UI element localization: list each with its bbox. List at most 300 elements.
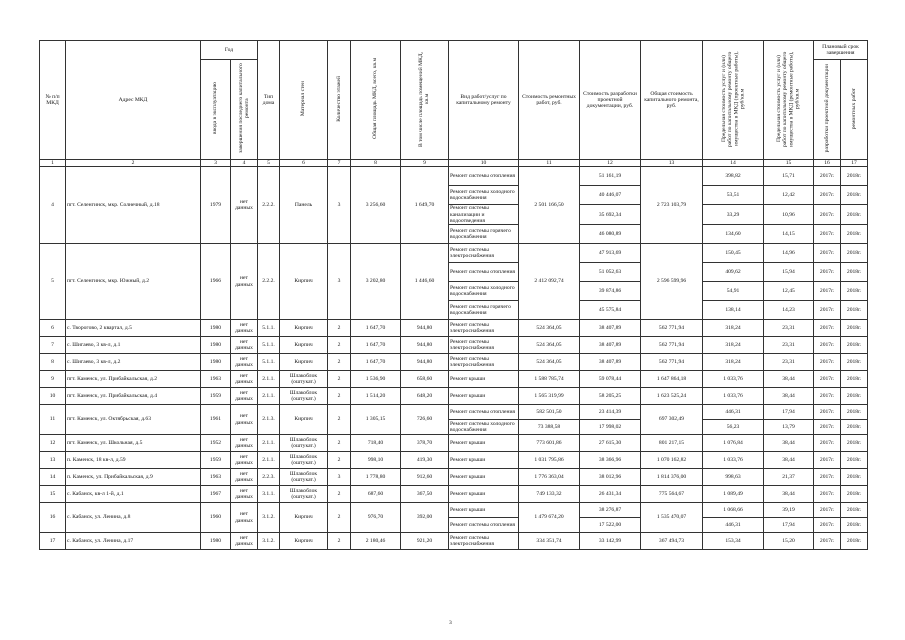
cell-limit-design: 318,24: [703, 320, 764, 337]
cell-limit-design: 1 033,76: [703, 388, 764, 405]
cell-work-type: Ремонт системы горячего водоснабжения: [449, 301, 519, 320]
cell-plan-repair: 2018г.: [841, 452, 868, 469]
cell-repair-cost: 773 601,86: [519, 435, 580, 452]
cell-house-type: 3.1.2.: [258, 533, 280, 550]
cell-address: пгт. Каменск, ул. Прибайкальская, д.4: [66, 388, 201, 405]
cell-design-cost: 38 407,89: [580, 337, 641, 354]
cell-address: пгт. Селенгинск, мкр. Солнечный, д.18: [66, 167, 201, 244]
column-number: 4: [231, 160, 258, 167]
cell-house-type: 2.1.1.: [258, 452, 280, 469]
column-number: 16: [814, 160, 841, 167]
cell-floors: 2: [328, 503, 351, 533]
cell-plan-repair: 2018г.: [841, 205, 868, 225]
cell-house-type: 3.1.1.: [258, 486, 280, 503]
cell-floors: 2: [328, 388, 351, 405]
cell-design-cost: 35 692,34: [580, 205, 641, 225]
cell-material: Кирпич: [280, 320, 328, 337]
cell-material: Шлакоблок (оштукат.): [280, 469, 328, 486]
cell-work-type: Ремонт крыши: [449, 486, 519, 503]
cell-address: с. Творогово, 2 квартал, д.5: [66, 320, 201, 337]
header-residential-area: В том числе площадь помещений МКД, кв.м: [401, 41, 449, 160]
cell-repair-cost: 524 364,05: [519, 337, 580, 354]
cell-design-cost: 51 052,63: [580, 263, 641, 282]
cell-work-type: Ремонт системы холодного водоснабжения: [449, 186, 519, 205]
cell-plan-repair: 2018г.: [841, 282, 868, 301]
cell-house-type: 2.2.2.: [258, 244, 280, 320]
cell-plan-repair: 2018г.: [841, 244, 868, 263]
page-number: 3: [449, 620, 452, 626]
cell-design-cost: 51 161,19: [580, 167, 641, 186]
cell-no: 9: [40, 371, 66, 388]
cell-repair-cost: 2 412 092,74: [519, 244, 580, 320]
cell-residential-area: 944,80: [401, 354, 449, 371]
cell-design-cost: 38 366,96: [580, 452, 641, 469]
cell-limit-repair: 23,31: [764, 354, 814, 371]
cell-total-cost: 775 564,67: [641, 486, 703, 503]
cell-design-cost: 38 012,96: [580, 469, 641, 486]
cell-design-cost: 23 414,39: [580, 405, 641, 420]
cell-total-area: 1 778,80: [351, 469, 401, 486]
cell-no: 13: [40, 452, 66, 469]
cell-design-cost: 59 078,44: [580, 371, 641, 388]
header-work-type: Вид работ/услуг по капитальному ремонту: [449, 41, 519, 160]
header-address: Адрес МКД: [66, 41, 201, 160]
cell-material: Кирпич: [280, 244, 328, 320]
table-row: [40, 388, 868, 405]
cell-plan-design: 2017г.: [814, 371, 841, 388]
cell-plan-design: 2017г.: [814, 282, 841, 301]
cell-total-cost: 1 814 376,00: [641, 469, 703, 486]
cell-total-cost: 697 302,49: [641, 405, 703, 435]
cell-residential-area: 1 446,60: [401, 244, 449, 320]
cell-floors: 2: [328, 337, 351, 354]
table-row: [40, 469, 868, 486]
cell-address: пгт. Селенгинск, мкр. Южный, д.2: [66, 244, 201, 320]
cell-year: 1980: [201, 533, 231, 550]
cell-limit-repair: 38,44: [764, 452, 814, 469]
cell-repair-cost: 524 364,05: [519, 354, 580, 371]
cell-total-cost: 1 070 162,82: [641, 452, 703, 469]
cell-total-area: 998,10: [351, 452, 401, 469]
cell-limit-design: 54,91: [703, 282, 764, 301]
header-total-area: Общая площадь МКД, всего, кв.м: [351, 41, 401, 160]
cell-address: пгт. Каменск, ул. Школьная, д.5: [66, 435, 201, 452]
cell-house-type: 5.1.1.: [258, 337, 280, 354]
cell-plan-repair: 2018г.: [841, 337, 868, 354]
cell-year: 1961: [201, 405, 231, 435]
cell-repair-cost: 1 565 319,99: [519, 388, 580, 405]
cell-plan-repair: 2018г.: [841, 533, 868, 550]
cell-limit-design: 1 076,84: [703, 435, 764, 452]
cell-residential-area: 944,80: [401, 320, 449, 337]
header-house-type: Тип дома: [258, 41, 280, 160]
cell-plan-design: 2017г.: [814, 225, 841, 244]
cell-last-repair: нет данных: [231, 371, 258, 388]
cell-material: Кирпич: [280, 354, 328, 371]
cell-no: 6: [40, 320, 66, 337]
cell-plan-repair: 2018г.: [841, 503, 868, 518]
table-row: [40, 533, 868, 550]
cell-total-area: 1 536,90: [351, 371, 401, 388]
cell-no: 14: [40, 469, 66, 486]
cell-limit-repair: 14,23: [764, 301, 814, 320]
cell-total-cost: 1 623 525,24: [641, 388, 703, 405]
cell-floors: 2: [328, 354, 351, 371]
cell-no: 4: [40, 167, 66, 244]
cell-plan-repair: 2018г.: [841, 486, 868, 503]
cell-work-type: Ремонт системы отопления: [449, 167, 519, 186]
cell-work-type: Ремонт крыши: [449, 452, 519, 469]
cell-residential-area: 419,30: [401, 452, 449, 469]
cell-design-cost: 38 407,89: [580, 320, 641, 337]
cell-limit-repair: 12,45: [764, 282, 814, 301]
cell-address: с. Шигаево, 3 кв-л, д.1: [66, 337, 201, 354]
cell-no: 7: [40, 337, 66, 354]
cell-plan-repair: 2018г.: [841, 469, 868, 486]
cell-repair-cost: 1 479 674,20: [519, 503, 580, 533]
cell-house-type: 3.1.2.: [258, 503, 280, 533]
cell-limit-design: 33,29: [703, 205, 764, 225]
cell-address: с. Кабанск, ул. Ленина, д.8: [66, 503, 201, 533]
column-number: 10: [449, 160, 519, 167]
cell-year: 1980: [201, 337, 231, 354]
table-row: [40, 486, 868, 503]
cell-limit-repair: 38,44: [764, 388, 814, 405]
column-numbers-row: [40, 160, 868, 167]
cell-plan-design: 2017г.: [814, 337, 841, 354]
cell-repair-cost: 334 351,74: [519, 533, 580, 550]
cell-design-cost: 17 998,02: [580, 420, 641, 435]
table-row: [40, 167, 868, 186]
header-year-last-repair: завершения последнего капитального ремонта: [231, 60, 258, 160]
column-number: 1: [40, 160, 66, 167]
cell-residential-area: 1 649,70: [401, 167, 449, 244]
cell-last-repair: нет данных: [231, 354, 258, 371]
cell-year: 1979: [201, 167, 231, 244]
cell-no: 12: [40, 435, 66, 452]
cell-last-repair: нет данных: [231, 244, 258, 320]
cell-no: 8: [40, 354, 66, 371]
cell-no: 15: [40, 486, 66, 503]
cell-limit-design: 53,51: [703, 186, 764, 205]
cell-house-type: 2.2.2.: [258, 167, 280, 244]
cell-total-cost: 801 217,15: [641, 435, 703, 452]
cell-material: Шлакоблок (оштукат.): [280, 388, 328, 405]
cell-total-area: 3 256,60: [351, 167, 401, 244]
header-total-cost: Общая стоимость капитального ремонта, руб.: [641, 41, 703, 160]
cell-last-repair: нет данных: [231, 452, 258, 469]
cell-limit-design: 56,23: [703, 420, 764, 435]
column-number: 5: [258, 160, 280, 167]
cell-work-type: Ремонт системы отопления: [449, 263, 519, 282]
cell-last-repair: нет данных: [231, 167, 258, 244]
cell-repair-cost: 73 388,58: [519, 420, 580, 435]
cell-residential-area: 921,20: [401, 533, 449, 550]
table-body: [40, 167, 868, 550]
cell-no: 5: [40, 244, 66, 320]
cell-limit-design: 318,24: [703, 337, 764, 354]
cell-repair-cost: 1 031 795,86: [519, 452, 580, 469]
table-row: [40, 244, 868, 263]
cell-limit-design: 138,14: [703, 301, 764, 320]
cell-design-cost: 46 080,89: [580, 225, 641, 244]
column-number: 6: [280, 160, 328, 167]
cell-floors: 2: [328, 405, 351, 435]
cell-total-area: 3 202,80: [351, 244, 401, 320]
cell-limit-repair: 23,31: [764, 320, 814, 337]
cell-year: 1959: [201, 388, 231, 405]
cell-work-type: Ремонт системы холодного водоснабжения: [449, 282, 519, 301]
table-row: [40, 320, 868, 337]
cell-house-type: 2.1.1.: [258, 435, 280, 452]
cell-no: 16: [40, 503, 66, 533]
cell-total-area: 1 647,70: [351, 320, 401, 337]
cell-plan-design: 2017г.: [814, 205, 841, 225]
cell-year: 1959: [201, 452, 231, 469]
cell-limit-repair: 12,42: [764, 186, 814, 205]
cell-total-area: 1 647,70: [351, 337, 401, 354]
cell-design-cost: 47 913,69: [580, 244, 641, 263]
cell-material: Панель: [280, 167, 328, 244]
cell-design-cost: 39 874,86: [580, 282, 641, 301]
cell-limit-design: 398,82: [703, 167, 764, 186]
cell-limit-repair: 14,96: [764, 244, 814, 263]
cell-limit-repair: 38,44: [764, 435, 814, 452]
cell-work-type: Ремонт системы холодного водоснабжения: [449, 420, 519, 435]
cell-year: 1966: [201, 244, 231, 320]
cell-limit-repair: 13,79: [764, 420, 814, 435]
cell-work-type: Ремонт системы электроснабжения: [449, 354, 519, 371]
header-no: № п/п МКД: [40, 41, 66, 160]
cell-total-cost: 1 647 864,18: [641, 371, 703, 388]
cell-material: Шлакоблок (оштукат.): [280, 486, 328, 503]
cell-work-type: Ремонт системы электроснабжения: [449, 320, 519, 337]
cell-design-cost: 38 276,87: [580, 503, 641, 518]
cell-total-cost: 562 771,94: [641, 354, 703, 371]
cell-plan-repair: 2018г.: [841, 301, 868, 320]
cell-limit-design: 153,34: [703, 533, 764, 550]
table-row: [40, 435, 868, 452]
cell-plan-repair: 2018г.: [841, 263, 868, 282]
cell-address: пгт. Каменск, ул. Прибайкальская, д.2: [66, 371, 201, 388]
cell-house-type: 5.1.1.: [258, 354, 280, 371]
cell-design-cost: 17 522,00: [580, 518, 641, 533]
cell-repair-cost: 1 588 785,74: [519, 371, 580, 388]
cell-plan-repair: 2018г.: [841, 518, 868, 533]
cell-limit-repair: 23,31: [764, 337, 814, 354]
cell-design-cost: 58 205,25: [580, 388, 641, 405]
cell-work-type: Ремонт крыши: [449, 371, 519, 388]
cell-last-repair: нет данных: [231, 405, 258, 435]
cell-residential-area: 378,70: [401, 435, 449, 452]
cell-limit-design: 1 089,49: [703, 486, 764, 503]
cell-house-type: 2.2.3.: [258, 469, 280, 486]
table-row: [40, 371, 868, 388]
cell-repair-cost: 2 501 166,50: [519, 167, 580, 244]
cell-repair-cost: 524 364,05: [519, 320, 580, 337]
cell-plan-design: 2017г.: [814, 186, 841, 205]
cell-work-type: Ремонт системы горячего водоснабжения: [449, 225, 519, 244]
cell-last-repair: нет данных: [231, 320, 258, 337]
table-header: [40, 41, 868, 167]
cell-plan-design: 2017г.: [814, 435, 841, 452]
column-number: 12: [580, 160, 641, 167]
header-year: Год: [201, 41, 258, 60]
cell-residential-area: 658,60: [401, 371, 449, 388]
cell-plan-design: 2017г.: [814, 301, 841, 320]
header-repair-cost: Стоимость ремонтных работ, руб.: [519, 41, 580, 160]
cell-work-type: Ремонт крыши: [449, 435, 519, 452]
cell-total-area: 1 305,15: [351, 405, 401, 435]
cell-total-cost: 1 535 470,07: [641, 503, 703, 533]
cell-work-type: Ремонт системы электроснабжения: [449, 337, 519, 354]
column-number: 2: [66, 160, 201, 167]
cell-design-cost: 45 575,84: [580, 301, 641, 320]
header-year-commission: ввода в эксплуатацию: [201, 60, 231, 160]
cell-limit-design: 446,31: [703, 518, 764, 533]
cell-total-area: 718,40: [351, 435, 401, 452]
cell-work-type: Ремонт системы отопления: [449, 405, 519, 420]
cell-limit-repair: 15,94: [764, 263, 814, 282]
column-number: 13: [641, 160, 703, 167]
cell-work-type: Ремонт системы электроснабжения: [449, 533, 519, 550]
cell-plan-repair: 2018г.: [841, 354, 868, 371]
cell-address: с. Шигаево, 3 кв-л, д.2: [66, 354, 201, 371]
cell-total-area: 1 514,20: [351, 388, 401, 405]
cell-total-area: 687,60: [351, 486, 401, 503]
table-row: [40, 503, 868, 518]
cell-year: 1967: [201, 486, 231, 503]
cell-last-repair: нет данных: [231, 503, 258, 533]
column-number: 11: [519, 160, 580, 167]
cell-limit-repair: 38,44: [764, 371, 814, 388]
cell-limit-repair: 17,94: [764, 518, 814, 533]
cell-year: 1960: [201, 503, 231, 533]
cell-house-type: 2.1.3.: [258, 405, 280, 435]
cell-limit-design: 998,63: [703, 469, 764, 486]
cell-plan-repair: 2018г.: [841, 225, 868, 244]
cell-residential-area: 367,50: [401, 486, 449, 503]
header-floors: Количество этажей: [328, 41, 351, 160]
cell-material: Шлакоблок (оштукат.): [280, 371, 328, 388]
cell-plan-design: 2017г.: [814, 420, 841, 435]
cell-total-cost: 2 596 599,96: [641, 244, 703, 320]
cell-plan-repair: 2018г.: [841, 405, 868, 420]
cell-limit-repair: 21,37: [764, 469, 814, 486]
cell-total-cost: 562 771,94: [641, 320, 703, 337]
cell-address: с. Кабанск, кв-л 1-й, д.1: [66, 486, 201, 503]
cell-total-cost: 2 723 103,79: [641, 167, 703, 244]
cell-material: Кирпич: [280, 533, 328, 550]
header-planned-design: разработки проектной документации: [814, 60, 841, 160]
column-number: 14: [703, 160, 764, 167]
cell-plan-repair: 2018г.: [841, 388, 868, 405]
table-row: [40, 337, 868, 354]
cell-limit-repair: 38,44: [764, 486, 814, 503]
cell-work-type: Ремонт крыши: [449, 388, 519, 405]
cell-limit-design: 446,31: [703, 405, 764, 420]
cell-limit-design: 409,62: [703, 263, 764, 282]
cell-plan-design: 2017г.: [814, 486, 841, 503]
cell-work-type: Ремонт крыши: [449, 469, 519, 486]
cell-plan-design: 2017г.: [814, 405, 841, 420]
column-number: 9: [401, 160, 449, 167]
cell-residential-area: 726,60: [401, 405, 449, 435]
cell-plan-design: 2017г.: [814, 469, 841, 486]
cell-house-type: 5.1.1.: [258, 320, 280, 337]
cell-limit-design: 150,45: [703, 244, 764, 263]
cell-plan-design: 2017г.: [814, 503, 841, 518]
cell-limit-design: 1 033,76: [703, 452, 764, 469]
header-planned: Плановый срок завершения: [814, 41, 868, 60]
cell-plan-repair: 2018г.: [841, 435, 868, 452]
column-number: 3: [201, 160, 231, 167]
cell-plan-repair: 2018г.: [841, 186, 868, 205]
cell-design-cost: 40 446,07: [580, 186, 641, 205]
cell-last-repair: нет данных: [231, 435, 258, 452]
cell-residential-area: 392,00: [401, 503, 449, 533]
cell-total-area: 976,70: [351, 503, 401, 533]
cell-residential-area: 912,60: [401, 469, 449, 486]
cell-plan-design: 2017г.: [814, 518, 841, 533]
cell-residential-area: 648,20: [401, 388, 449, 405]
cell-work-type: Ремонт системы электроснабжения: [449, 244, 519, 263]
cell-plan-design: 2017г.: [814, 244, 841, 263]
cell-design-cost: 38 407,89: [580, 354, 641, 371]
header-planned-repair: ремонтных работ: [841, 60, 868, 160]
cell-plan-design: 2017г.: [814, 452, 841, 469]
cell-year: 1963: [201, 469, 231, 486]
cell-limit-design: 318,24: [703, 354, 764, 371]
cell-plan-repair: 2018г.: [841, 420, 868, 435]
cell-no: 10: [40, 388, 66, 405]
cell-floors: 2: [328, 452, 351, 469]
cell-work-type: Ремонт системы отопления: [449, 518, 519, 533]
header-wall-material: Материал стен: [280, 41, 328, 160]
cell-year: 1980: [201, 354, 231, 371]
cell-plan-design: 2017г.: [814, 533, 841, 550]
cell-address: п. Каменск, 18 кв-л, д.59: [66, 452, 201, 469]
cell-plan-repair: 2018г.: [841, 320, 868, 337]
cell-plan-design: 2017г.: [814, 354, 841, 371]
cell-floors: 2: [328, 486, 351, 503]
cell-floors: 2: [328, 320, 351, 337]
cell-work-type: Ремонт системы канализации и водоотведения: [449, 205, 519, 225]
cell-floors: 3: [328, 244, 351, 320]
cell-plan-repair: 2018г.: [841, 167, 868, 186]
cell-design-cost: 27 615,30: [580, 435, 641, 452]
cell-design-cost: 26 431,34: [580, 486, 641, 503]
cell-address: пгт. Каменск, ул. Октябрьская, д.63: [66, 405, 201, 435]
cell-plan-design: 2017г.: [814, 167, 841, 186]
cell-material: Кирпич: [280, 405, 328, 435]
cell-house-type: 2.1.1.: [258, 388, 280, 405]
cell-year: 1963: [201, 371, 231, 388]
cell-repair-cost: 1 776 363,04: [519, 469, 580, 486]
cell-last-repair: нет данных: [231, 337, 258, 354]
cell-year: 1980: [201, 320, 231, 337]
cell-work-type: Ремонт крыши: [449, 503, 519, 518]
capital-repair-table: [39, 40, 868, 550]
header-limit-design: Предельная стоимость услуг и (или) работ по капитальному ремонту общего имущества в МКД (проектные работы), руб/кв.м: [703, 41, 764, 160]
cell-total-area: 2 180,46: [351, 533, 401, 550]
column-number: 15: [764, 160, 814, 167]
cell-limit-repair: 14,15: [764, 225, 814, 244]
cell-limit-repair: 15,71: [764, 167, 814, 186]
cell-plan-design: 2017г.: [814, 263, 841, 282]
cell-plan-design: 2017г.: [814, 388, 841, 405]
column-number: 17: [841, 160, 868, 167]
